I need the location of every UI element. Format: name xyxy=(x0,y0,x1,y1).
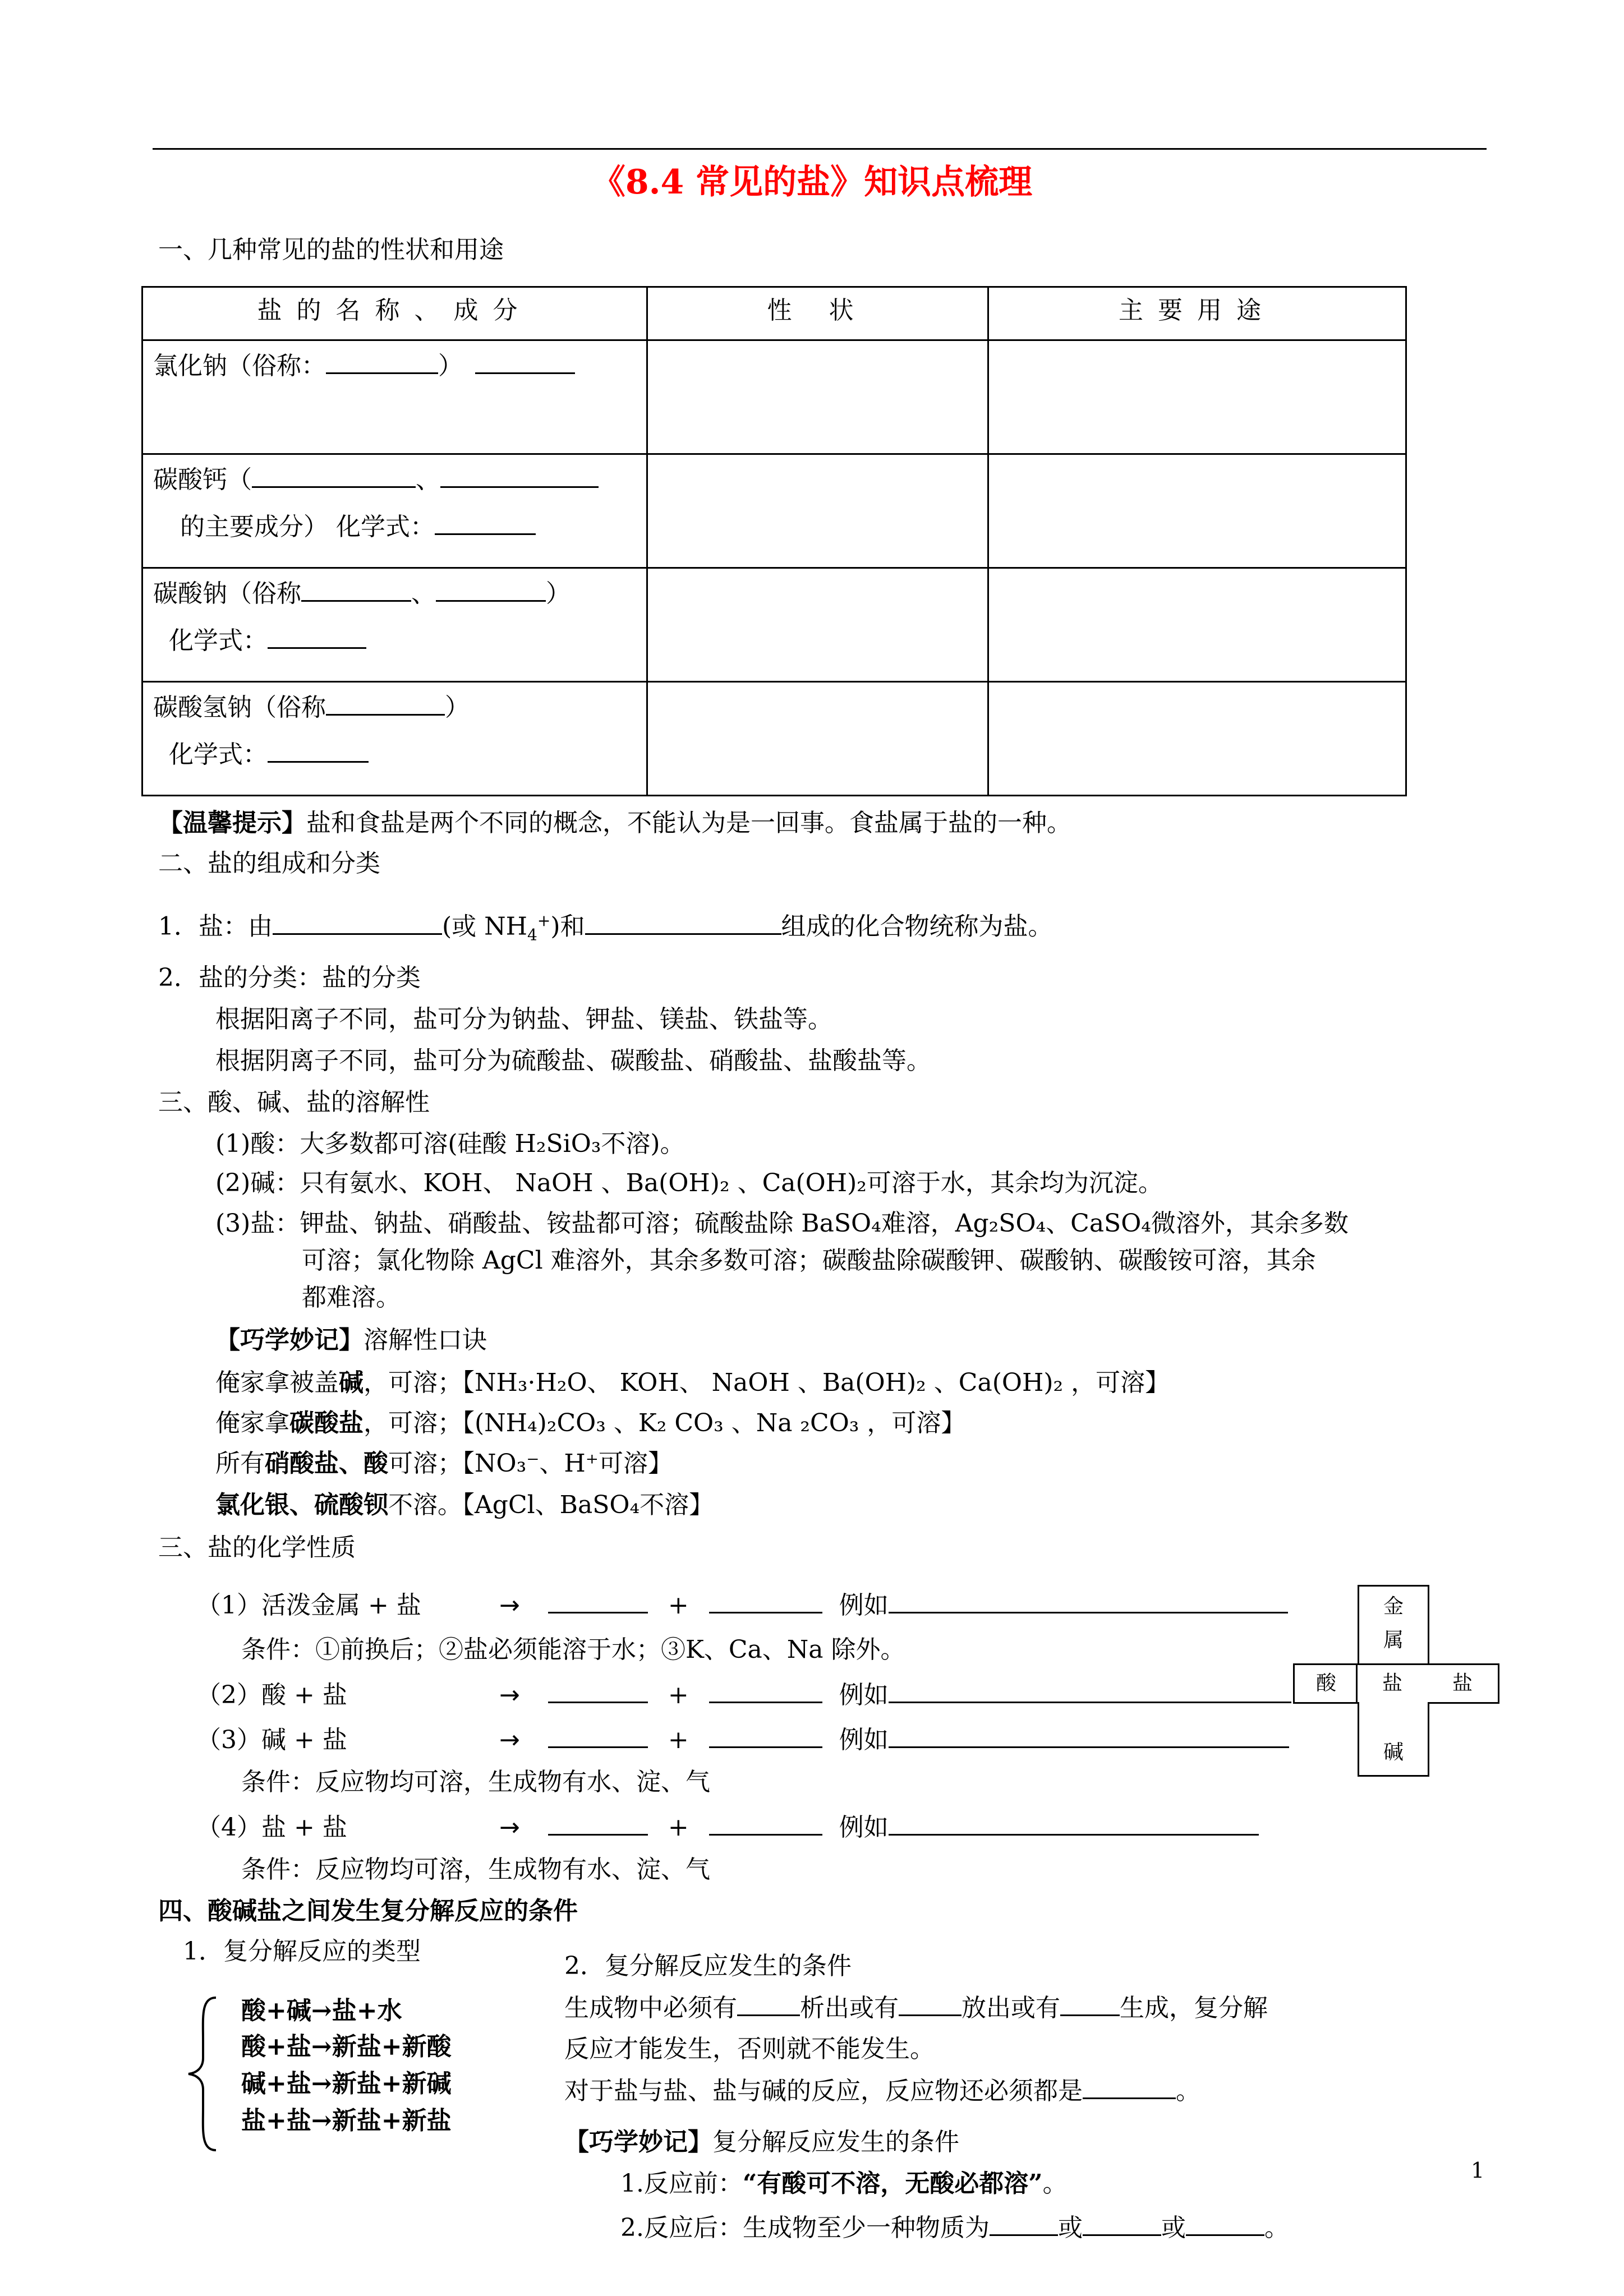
def-sub: 4 xyxy=(527,925,537,944)
blank[interactable] xyxy=(475,350,575,374)
cell-empty xyxy=(647,682,988,796)
blank[interactable] xyxy=(889,1679,1291,1703)
blank[interactable] xyxy=(301,578,411,602)
cross-left-label: 酸 xyxy=(1315,1672,1336,1695)
arrow-icon: → xyxy=(499,1591,520,1620)
cond-text: 生成物中必须有 xyxy=(564,1994,737,2022)
example-label: 例如 xyxy=(839,1681,889,1709)
mnemonic-2-line-2 xyxy=(620,2212,1289,2244)
tip-label: 【温馨提示】 xyxy=(158,809,306,837)
reaction-type-1: 酸+碱→盐+水 xyxy=(241,1997,402,2025)
solubility-salt-1: (3)盐：钾盐、钠盐、硝酸盐、铵盐都可溶；硫酸盐除 BaSO₄难溶，Ag₂SO₄、CaSO₄微溶外，其余多数 xyxy=(215,1209,1349,1238)
cross-right xyxy=(1427,1663,1499,1704)
cell-empty xyxy=(647,568,988,682)
col-header-name: 盐的名称、成分 xyxy=(142,287,647,340)
header-rule xyxy=(153,148,1487,150)
blank[interactable] xyxy=(440,464,599,488)
blank[interactable] xyxy=(889,1589,1288,1613)
reaction-condition-3: 条件：反应物均可溶，生成物有水、淀、气 xyxy=(241,1768,710,1796)
mnem-text: 可溶；【NO₃⁻、H⁺可溶】 xyxy=(388,1449,673,1478)
cross-top-label: 金属 xyxy=(1383,1595,1404,1652)
blank[interactable] xyxy=(273,911,442,935)
mnemonic-2-title xyxy=(564,2127,959,2158)
mnem-bold: 碳酸盐 xyxy=(289,1409,364,1437)
na2co3-label: 碳酸钠（俗称 xyxy=(153,579,301,608)
mnem-text: 俺家拿 xyxy=(215,1409,289,1437)
mnem-text: ，可溶；【NH₃·H₂O、 KOH、 NaOH 、Ba(OH)₂ 、Ca(OH)₂ ，可溶】 xyxy=(364,1368,1170,1397)
mnemonic-label: 【巧学妙记】 xyxy=(564,2128,712,2156)
blank[interactable] xyxy=(436,578,546,602)
reaction-row-2 xyxy=(196,1679,1291,1711)
blank[interactable] xyxy=(709,1679,822,1703)
blank[interactable] xyxy=(548,1679,648,1703)
blank[interactable] xyxy=(889,1811,1259,1836)
arrow-icon: → xyxy=(499,1813,520,1842)
def-text-b: (或 NH xyxy=(442,912,528,941)
example-label: 例如 xyxy=(839,1813,889,1842)
mnem-text: 2.反应后：生成物至少一种物质为 xyxy=(620,2214,990,2242)
conditions-line-3 xyxy=(564,2075,1200,2107)
section-1-heading: 一、几种常见的盐的性状和用途 xyxy=(158,236,504,264)
cond-text: 析出或有 xyxy=(800,1994,899,2022)
mnem-text: 所有 xyxy=(215,1449,265,1478)
solubility-salt-2: 可溶；氯化物除 AgCl 难溶外，其余多数可溶；碳酸盐除碳酸钾、碳酸钠、碳酸铵可溶，其余 xyxy=(302,1246,1316,1275)
brace-icon xyxy=(185,1995,219,2152)
cond-text: 放出或有 xyxy=(961,1994,1060,2022)
mnem-text: ，可溶；【(NH₄)₂CO₃ 、K₂ CO₃ 、Na ₂CO₃ ，可溶】 xyxy=(364,1409,966,1437)
warm-tip xyxy=(158,808,1071,839)
cond-text: 生成，复分解 xyxy=(1120,1994,1268,2022)
salt-definition xyxy=(158,905,1053,951)
plus-sign: + xyxy=(668,1726,689,1754)
cell-empty xyxy=(988,340,1406,454)
reaction-type-2: 酸+盐→新盐+新酸 xyxy=(241,2032,452,2061)
conditions-line-1 xyxy=(564,1992,1268,2024)
reaction-condition-4: 条件：反应物均可溶，生成物有水、淀、气 xyxy=(241,1855,710,1884)
mnemonic-line-1 xyxy=(215,1367,1170,1399)
cross-right-label: 盐 xyxy=(1452,1672,1473,1695)
blank[interactable] xyxy=(548,1811,648,1836)
blank[interactable] xyxy=(326,691,445,716)
blank[interactable] xyxy=(1083,2212,1161,2236)
classification-cation: 根据阳离子不同，盐可分为钠盐、钾盐、镁盐、铁盐等。 xyxy=(215,1005,832,1034)
col-header-property: 性 状 xyxy=(647,287,988,340)
mnem-text: 不溶。【AgCl、BaSO₄不溶】 xyxy=(388,1491,714,1519)
blank[interactable] xyxy=(326,350,438,374)
salt-table xyxy=(141,286,1407,796)
mnem-text: 。 xyxy=(1042,2169,1068,2198)
nacl-label: 氯化钠（俗称： xyxy=(153,352,326,380)
blank[interactable] xyxy=(548,1724,648,1748)
mnemonic-title: 复分解反应发生的条件 xyxy=(712,2128,959,2156)
blank[interactable] xyxy=(709,1589,822,1613)
table-row-nahco3 xyxy=(142,682,1406,796)
reaction-label: （4）盐 + 盐 xyxy=(196,1813,347,1842)
reaction-row-3 xyxy=(196,1724,1289,1756)
solubility-base: (2)碱：只有氨水、KOH、 NaOH 、Ba(OH)₂ 、Ca(OH)₂可溶于水，其余均为沉淀。 xyxy=(215,1169,1163,1197)
mnem-text: 或 xyxy=(1057,2214,1083,2242)
nahco3-formula-label: 化学式： xyxy=(169,740,268,769)
nahco3-label: 碳酸氢钠（俗称 xyxy=(153,693,326,722)
mnemonic-1-title xyxy=(215,1325,487,1356)
mnem-text: 俺家拿被盖 xyxy=(215,1368,339,1397)
reaction-label: （2）酸 + 盐 xyxy=(196,1681,347,1709)
def-sup: + xyxy=(537,911,551,930)
section-2-heading: 二、盐的组成和分类 xyxy=(158,849,380,878)
section-5-heading: 四、酸碱盐之间发生复分解反应的条件 xyxy=(158,1897,578,1925)
reaction-label: （1）活泼金属 + 盐 xyxy=(196,1591,421,1620)
blank[interactable] xyxy=(899,1992,961,2016)
cell-empty xyxy=(988,454,1406,568)
cross-bottom xyxy=(1358,1702,1429,1777)
blank[interactable] xyxy=(435,511,536,535)
def-text-a: 1．盐：由 xyxy=(158,912,273,941)
na2co3-sep: 、 xyxy=(411,579,436,608)
plus-sign: + xyxy=(668,1591,689,1620)
reaction-type-4: 盐+盐→新盐+新盐 xyxy=(241,2106,452,2135)
blank[interactable] xyxy=(268,625,366,649)
na2co3-formula-label: 化学式： xyxy=(169,626,268,655)
cell-empty xyxy=(647,454,988,568)
table-row-caco3 xyxy=(142,454,1406,568)
solubility-salt-3: 都难溶。 xyxy=(302,1283,401,1312)
mnem-text: 。 xyxy=(1264,2214,1289,2242)
col-header-use: 主要用途 xyxy=(988,287,1406,340)
table-row-na2co3 xyxy=(142,568,1406,682)
example-label: 例如 xyxy=(839,1591,889,1620)
example-label: 例如 xyxy=(839,1726,889,1754)
cell-empty xyxy=(647,340,988,454)
reaction-condition-1: 条件：①前换后；②盐必须能溶于水；③K、Ca、Na 除外。 xyxy=(241,1635,905,1664)
reaction-type-3: 碱+盐→新盐+新碱 xyxy=(241,2069,452,2098)
caco3-sep: 、 xyxy=(416,465,440,494)
caco3-formula-label: 的主要成分） 化学式： xyxy=(180,513,435,541)
blank[interactable] xyxy=(548,1589,648,1613)
blank[interactable] xyxy=(709,1724,822,1748)
mnem-bold: 氯化银、硫酸钡 xyxy=(215,1491,388,1519)
cross-top xyxy=(1358,1585,1429,1665)
conditions-subheading: 2．复分解反应发生的条件 xyxy=(564,1952,852,1980)
cell-na2co3 xyxy=(142,568,647,682)
cross-center-label: 盐 xyxy=(1382,1672,1402,1695)
cond-text: 。 xyxy=(1176,2077,1200,2105)
section-3-heading: 三、酸、碱、盐的溶解性 xyxy=(158,1088,430,1117)
arrow-icon: → xyxy=(499,1681,520,1709)
conditions-line-2: 反应才能发生，否则就不能发生。 xyxy=(564,2035,935,2063)
blank[interactable] xyxy=(1186,2212,1264,2236)
tip-text: 盐和食盐是两个不同的概念，不能认为是一回事。食盐属于盐的一种。 xyxy=(306,809,1071,837)
classification-anion: 根据阴离子不同，盐可分为硫酸盐、碳酸盐、硝酸盐、盐酸盐等。 xyxy=(215,1046,931,1075)
cell-caco3 xyxy=(142,454,647,568)
plus-sign: + xyxy=(668,1813,689,1842)
na2co3-end: ） xyxy=(546,579,571,608)
def-text-c: )和 xyxy=(550,912,585,941)
table-row-nacl xyxy=(142,340,1406,454)
mnemonic-line-3 xyxy=(215,1448,673,1479)
cell-nacl xyxy=(142,340,647,454)
salt-reaction-cross-diagram xyxy=(1293,1585,1502,1779)
def-text-d: 组成的化合物统称为盐。 xyxy=(781,912,1053,941)
mnemonic-label: 【巧学妙记】 xyxy=(215,1326,364,1354)
cond-text: 对于盐与盐、盐与碱的反应，反应物还必须都是 xyxy=(564,2077,1083,2105)
mnem-bold: “有酸可不溶，无酸必都溶” xyxy=(742,2169,1043,2198)
page-number: 1 xyxy=(1471,2158,1485,2183)
blank[interactable] xyxy=(889,1724,1289,1748)
cell-nahco3 xyxy=(142,682,647,796)
mnemonic-line-4 xyxy=(215,1490,714,1521)
mnem-text: 或 xyxy=(1161,2214,1186,2242)
mnem-bold: 硝酸盐、酸 xyxy=(265,1449,388,1478)
nahco3-end: ） xyxy=(445,693,470,722)
cross-center xyxy=(1356,1663,1429,1704)
caco3-label: 碳酸钙（ xyxy=(153,465,252,494)
blank[interactable] xyxy=(1083,2075,1176,2099)
mnem-bold: 碱 xyxy=(339,1368,364,1397)
reaction-label: （3）碱 + 盐 xyxy=(196,1726,347,1754)
blank[interactable] xyxy=(1060,1992,1120,2016)
blank[interactable] xyxy=(268,739,369,763)
cross-left xyxy=(1293,1663,1358,1704)
classification-title: 2．盐的分类：盐的分类 xyxy=(158,963,421,992)
cell-empty xyxy=(988,568,1406,682)
cell-empty xyxy=(988,682,1406,796)
reaction-row-1 xyxy=(196,1589,1288,1621)
blank[interactable] xyxy=(585,911,781,935)
reaction-row-4 xyxy=(196,1811,1259,1843)
blank[interactable] xyxy=(709,1811,822,1836)
blank[interactable] xyxy=(990,2212,1058,2236)
cross-bottom-label: 碱 xyxy=(1383,1741,1404,1764)
mnem-text: 1.反应前： xyxy=(620,2169,743,2198)
plus-sign: + xyxy=(668,1681,689,1709)
mnemonic-title: 溶解性口诀 xyxy=(364,1326,487,1354)
nacl-label-end: ） xyxy=(438,352,463,380)
section-4-heading: 三、盐的化学性质 xyxy=(158,1533,356,1562)
mnemonic-2-line-1 xyxy=(620,2168,1068,2200)
types-subheading: 1．复分解反应的类型 xyxy=(183,1937,421,1966)
arrow-icon: → xyxy=(499,1726,520,1754)
blank[interactable] xyxy=(252,464,416,488)
page-title: 《8.4 常见的盐》知识点梳理 xyxy=(591,163,1033,202)
mnemonic-line-2 xyxy=(215,1408,965,1439)
solubility-acid: (1)酸：大多数都可溶(硅酸 H₂SiO₃不溶)。 xyxy=(215,1129,685,1158)
table-header-row xyxy=(142,287,1406,340)
blank[interactable] xyxy=(737,1992,800,2016)
